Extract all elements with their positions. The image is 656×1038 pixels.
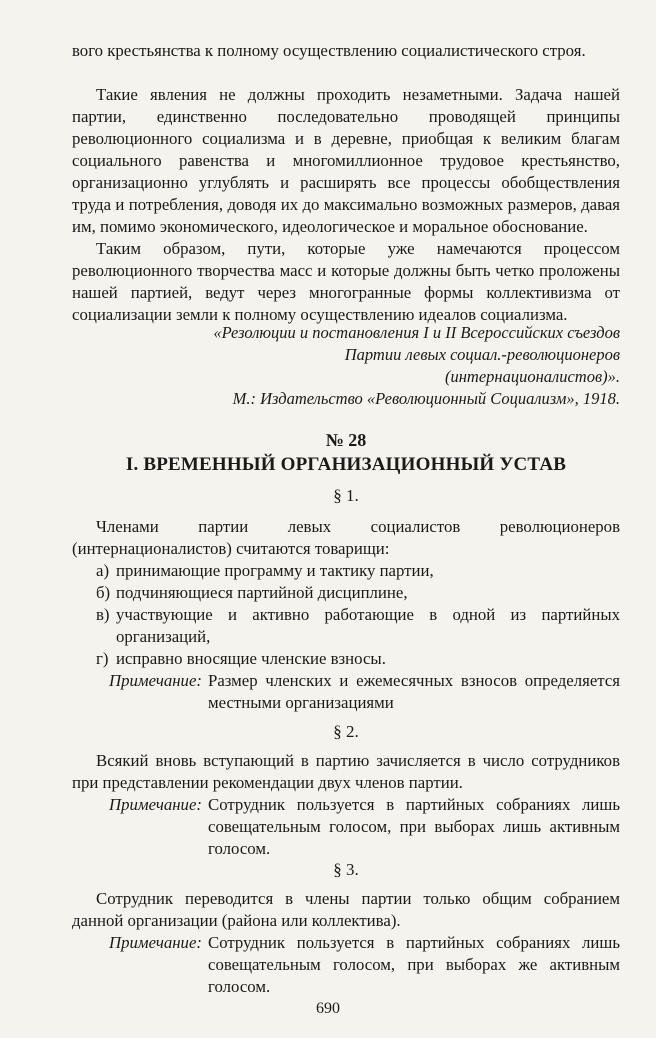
section-1-intro: Членами партии левых социалистов революционеров (интернационалистов) считаются товарищи: [72,517,620,558]
note-label: Примечание: [109,933,202,952]
section-3-note [72,932,620,998]
note-label: Примечание: [109,671,202,690]
list-marker: г) [96,649,109,668]
note-text: Сотрудник пользуется в партийных собраниях лишь совещательным голосом, при выборах же активным голосом. [208,933,620,996]
list-text: подчиняющиеся партийной дисциплине, [116,583,408,602]
section-2-heading: § 2. [333,722,359,741]
page-number: 690 [316,1000,340,1017]
source-line-2: Партии левых социал.-революционеров [344,345,620,364]
list-item [96,604,620,648]
section-3-heading: § 3. [333,860,359,879]
paragraph-continuation: вого крестьянства к полному осуществлению социалистического строя. [72,41,586,60]
source-line-3: (интернационалистов)». [444,367,620,386]
note-label: Примечание: [109,795,202,814]
list-item [96,582,620,604]
source-line-4: М.: Издательство «Революционный Социализм», 1918. [232,389,620,408]
list-marker: б) [96,583,111,602]
paragraph-tasks: Такие явления не должны проходить незаметными. Задача нашей партии, единственно последовательно проводящей принципы революционного социализма и в деревне, приобщая к великим благам социального равенства и многомиллионное трудовое крестьянство, организационно углублять и расширять все процессы обобществления труда и потребления, доводя их до максимально возможных размеров, давая им, помимо экономического, идеологическое и моральное обоснование. [72,85,620,236]
note-text: Сотрудник пользуется в партийных собраниях лишь совещательным голосом, при выборах лишь активным голосом. [208,795,620,858]
document-number: № 28 [325,430,367,450]
list-marker: а) [96,561,110,580]
note-text: Размер членских и ежемесячных взносов определяется местными организациями [208,671,620,712]
list-item [96,648,620,670]
paragraph-conclusion: Таким образом, пути, которые уже намечаются процессом революционного творчества масс и которые должны быть четко проложены нашей партией, ведут через многогранные формы коллективизма от социализации земли к полному осуществлению идеалов социализма. [72,239,620,324]
list-text: принимающие программу и тактику партии, [116,561,434,580]
member-requirements-list [96,560,620,670]
source-line-1: «Резолюции и постановления I и II Всероссийских съездов [213,323,620,342]
section-3-text: Сотрудник переводится в члены партии только общим собранием данной организации (района или коллектива). [72,889,620,930]
section-2-note [72,794,620,860]
section-1-note [72,670,620,714]
list-text: участвующие и активно работающие в одной из партийных организаций, [116,605,620,646]
list-item [96,560,620,582]
document-title: I. ВРЕМЕННЫЙ ОРГАНИЗАЦИОННЫЙ УСТАВ [125,454,567,475]
list-marker: в) [96,605,110,624]
section-2-text: Всякий вновь вступающий в партию зачисляется в число сотрудников при представлении рекомендации двух членов партии. [72,751,620,792]
list-text: исправно вносящие членские взносы. [116,649,386,668]
section-1-heading: § 1. [333,486,359,505]
source-citation [60,322,620,410]
